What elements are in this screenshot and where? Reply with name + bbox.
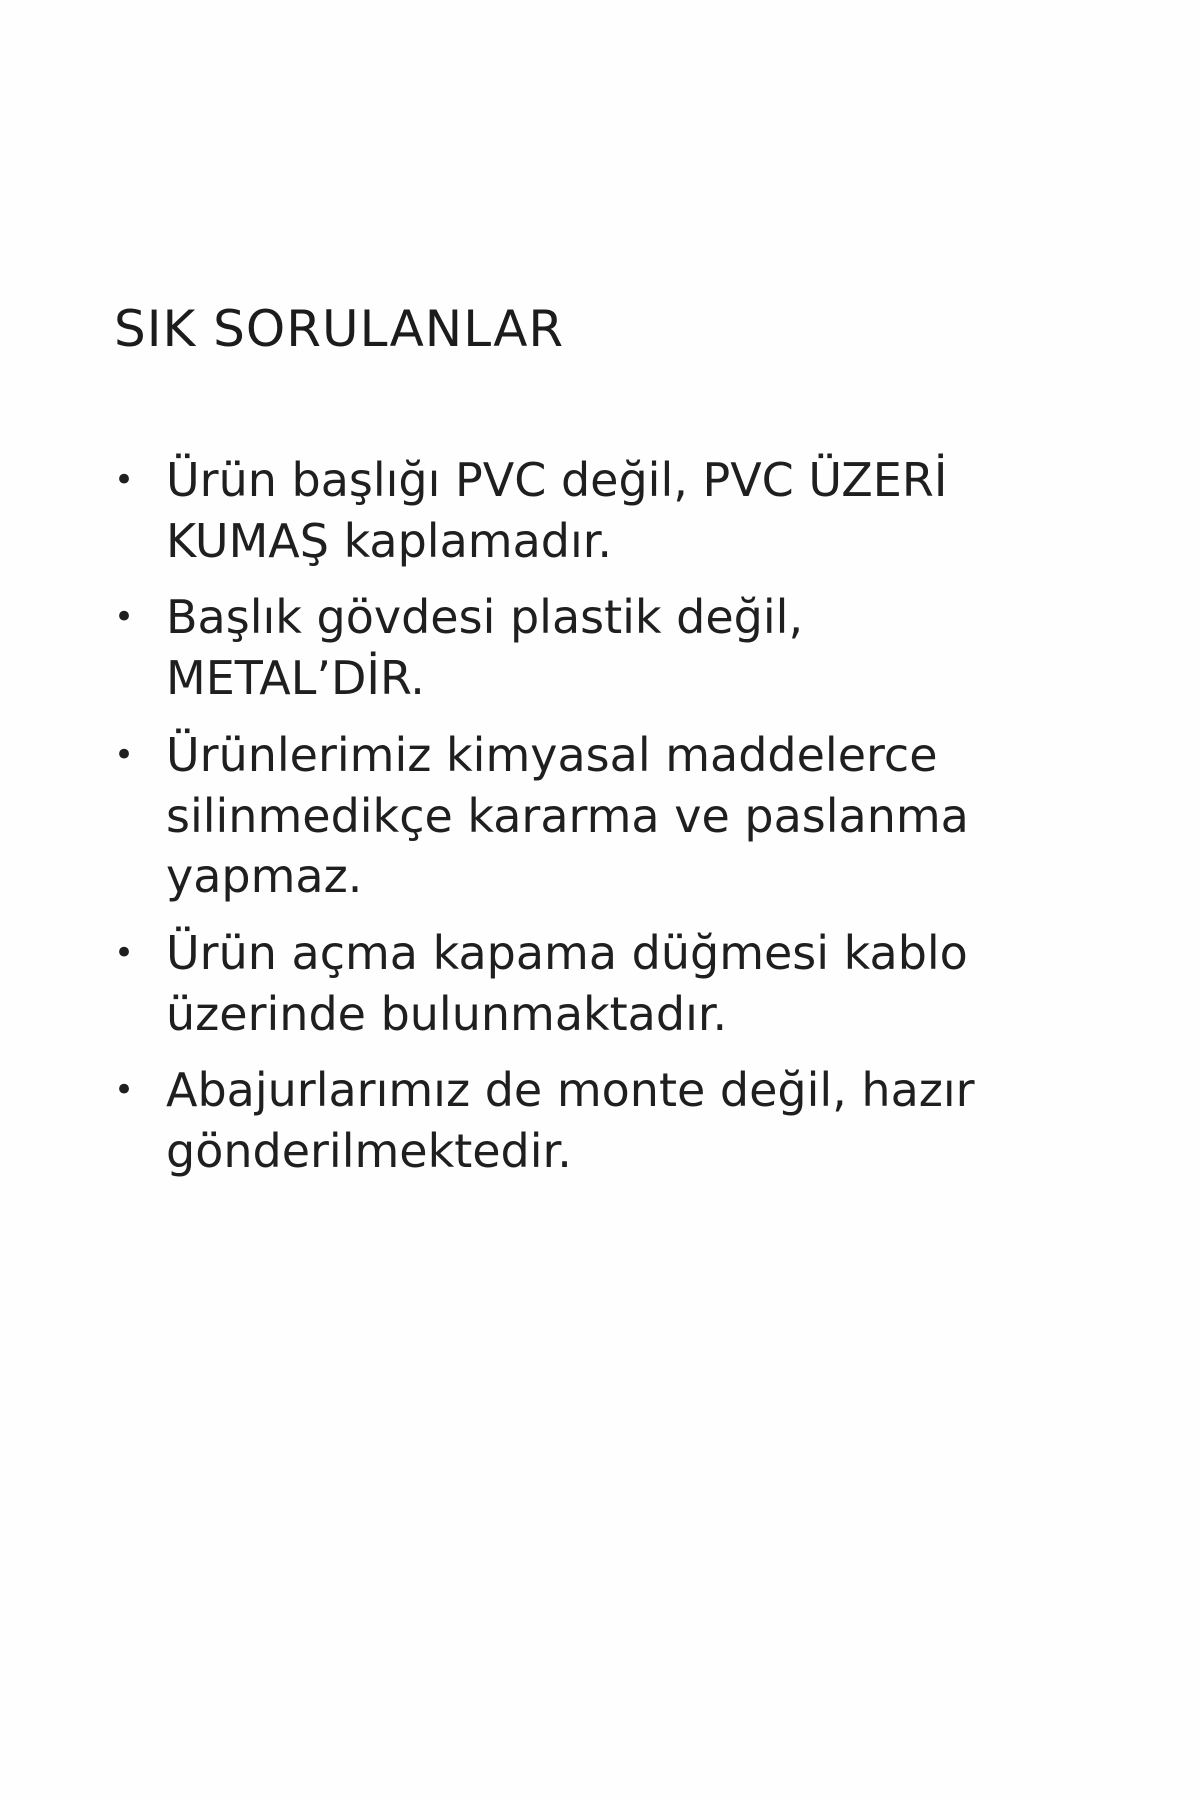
list-item xyxy=(114,923,1026,1044)
list-item xyxy=(114,587,1026,708)
bullet-marker: • xyxy=(114,1070,135,1111)
list-item xyxy=(114,725,1026,907)
bullet-text: Başlık gövdesi plastik değil, METAL’DİR. xyxy=(166,590,804,706)
bullet-text: Ürün açma kapama düğmesi kablo üzerinde bulunmaktadır. xyxy=(166,926,968,1041)
bullet-marker: • xyxy=(114,460,135,500)
list-item xyxy=(114,450,1026,571)
bullet-marker: • xyxy=(114,597,135,638)
page-title: SIK SORULANLAR xyxy=(114,300,565,358)
bullet-text: Ürün başlığı PVC değil, PVC ÜZERİ KUMAŞ kaplamadır. xyxy=(166,453,948,568)
bullet-text: Ürünlerimiz kimyasal maddelerce silinmedikçe kararma ve paslanma yapmaz. xyxy=(166,727,969,904)
faq-list xyxy=(114,450,1026,1182)
bullet-marker: • xyxy=(114,734,135,775)
list-item xyxy=(114,1060,1026,1181)
bullet-text: Abajurlarımız de monte değil, hazır gönderilmektedir. xyxy=(166,1063,975,1179)
bullet-marker: • xyxy=(114,933,135,974)
